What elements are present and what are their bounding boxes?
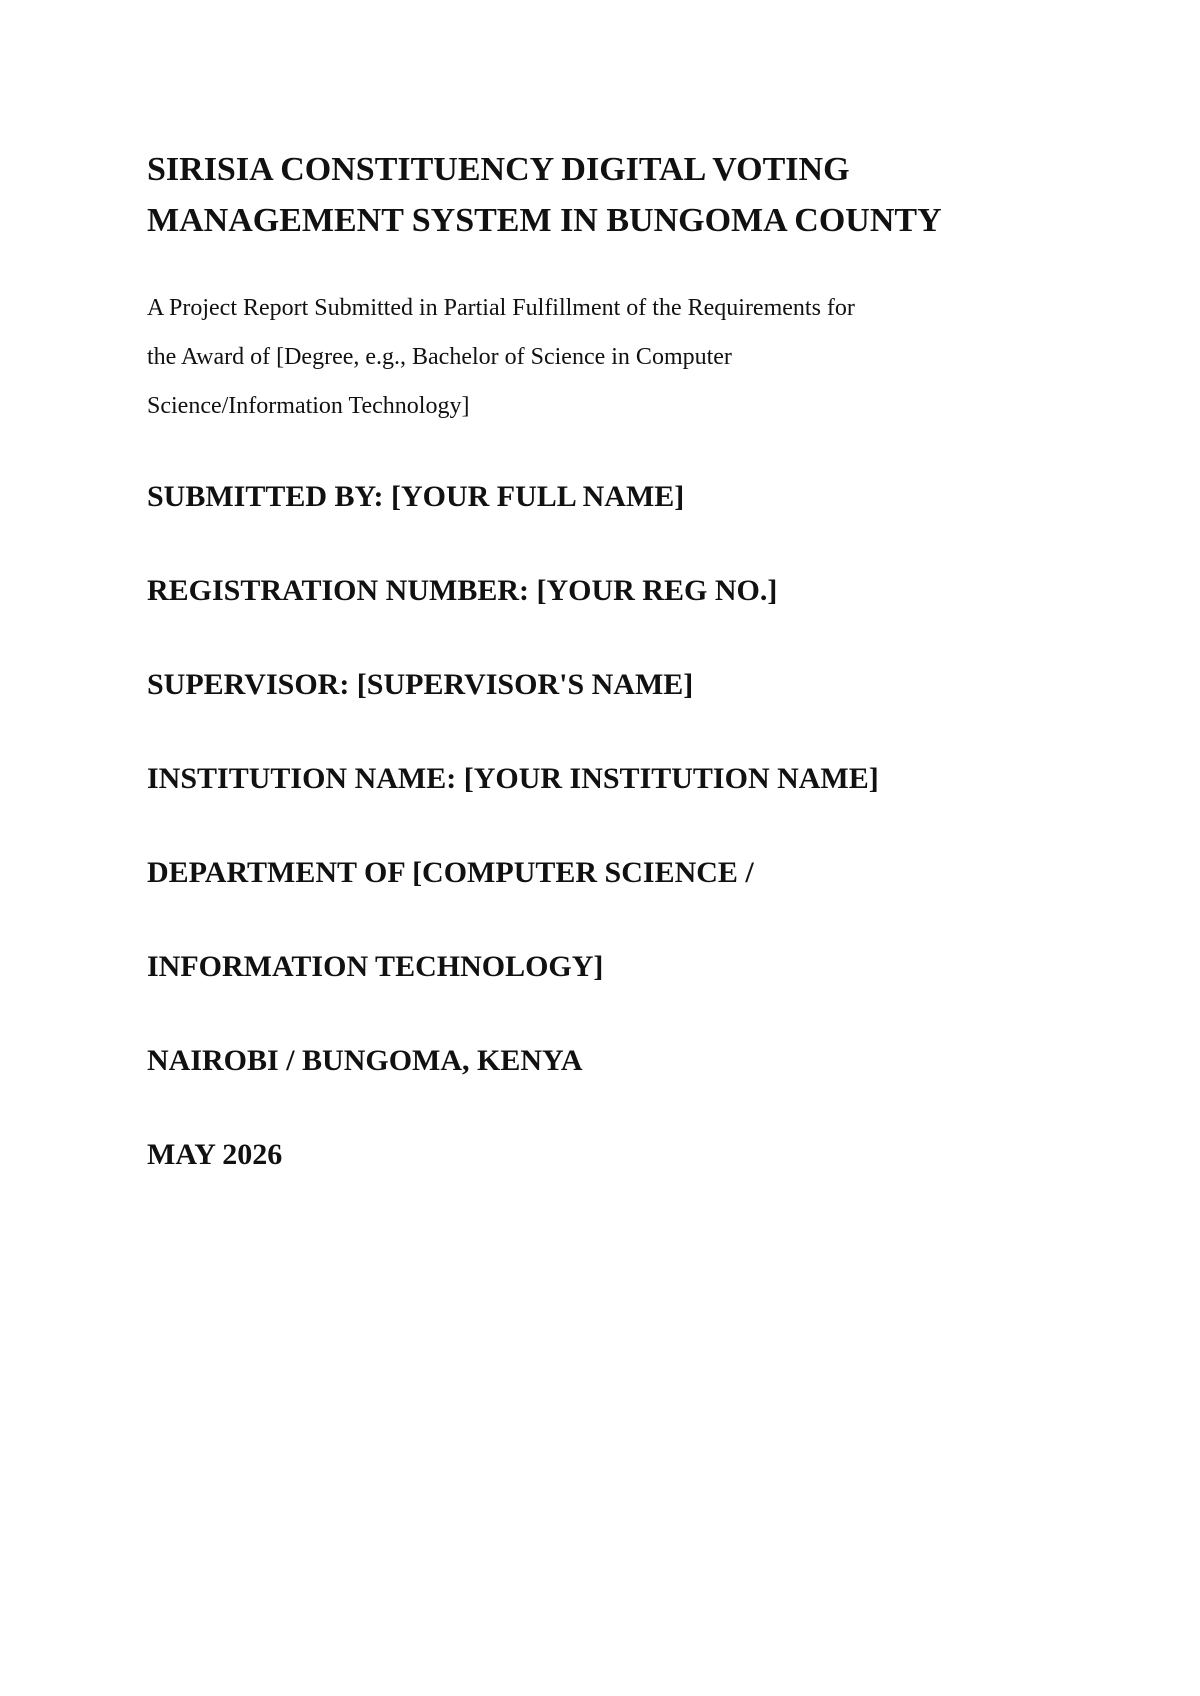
document-title bbox=[147, 144, 1067, 246]
document-title-line: SIRISIA CONSTITUENCY DIGITAL VOTING bbox=[147, 151, 850, 188]
submission-date: MAY 2026 bbox=[147, 1138, 283, 1171]
title-page-content bbox=[147, 144, 1067, 1226]
department-line-1: DEPARTMENT OF [COMPUTER SCIENCE / bbox=[147, 856, 754, 889]
project-report-description-line: Science/Information Technology] bbox=[147, 393, 470, 419]
submitted-by: SUBMITTED BY: [YOUR FULL NAME] bbox=[147, 480, 685, 513]
submission-details bbox=[147, 474, 1067, 1178]
institution-name: INSTITUTION NAME: [YOUR INSTITUTION NAME] bbox=[147, 762, 879, 795]
project-report-description bbox=[147, 284, 1067, 431]
department-line-2: INFORMATION TECHNOLOGY] bbox=[147, 950, 604, 983]
location: NAIROBI / BUNGOMA, KENYA bbox=[147, 1044, 583, 1077]
project-report-description-line: A Project Report Submitted in Partial Fulfillment of the Requirements for bbox=[147, 295, 855, 321]
registration-number: REGISTRATION NUMBER: [YOUR REG NO.] bbox=[147, 574, 778, 607]
supervisor: SUPERVISOR: [SUPERVISOR'S NAME] bbox=[147, 668, 694, 701]
document-title-line: MANAGEMENT SYSTEM IN BUNGOMA COUNTY bbox=[147, 202, 942, 239]
project-report-description-line: the Award of [Degree, e.g., Bachelor of Science in Computer bbox=[147, 344, 732, 370]
